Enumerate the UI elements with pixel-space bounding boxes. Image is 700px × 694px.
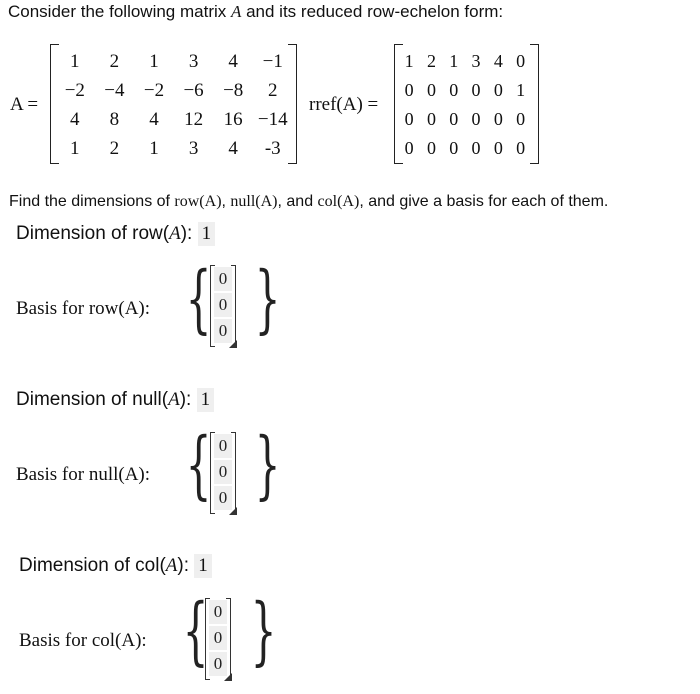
matrix-cell: 0	[516, 51, 526, 71]
row-dimension-label: Dimension of row(A): 1	[16, 222, 215, 246]
right-brace: }	[254, 256, 281, 342]
resize-handle-icon[interactable]	[229, 507, 237, 515]
null-dimension-label: Dimension of null(A): 1	[16, 388, 214, 412]
matrix-cell: 0	[471, 80, 481, 100]
matrix-a-label: A =	[10, 94, 39, 115]
right-brace: }	[250, 588, 277, 674]
matrix-cell: −2	[143, 79, 165, 101]
matrix-cell: 1	[70, 50, 80, 72]
left-brace: {	[185, 256, 212, 342]
matrix-cell: 0	[449, 138, 459, 158]
null-dimension-input[interactable]: 1	[197, 388, 215, 412]
col-basis-entry[interactable]: 0	[209, 652, 227, 676]
matrix-cell: 0	[493, 138, 503, 158]
row-basis-entry[interactable]: 0	[214, 267, 232, 291]
matrix-cell: 16	[223, 108, 243, 130]
matrix-cell: 1	[149, 137, 159, 159]
resize-handle-icon[interactable]	[229, 340, 237, 348]
matrix-cell: 4	[228, 137, 238, 159]
col-dimension-label: Dimension of col(A): 1	[19, 554, 212, 578]
matrix-cell: 0	[471, 109, 481, 129]
row-basis-label: Basis for row(A):	[16, 298, 151, 319]
left-brace: {	[185, 422, 212, 508]
col-dimension-input[interactable]: 1	[194, 554, 212, 578]
matrix-cell: 0	[493, 109, 503, 129]
left-brace: {	[182, 588, 209, 674]
rref-label: rref(A) =	[309, 94, 379, 115]
matrix-cell: −6	[183, 79, 204, 101]
matrix-cell: 0	[516, 109, 526, 129]
matrix-cell: 3	[471, 51, 481, 71]
question-text: Find the dimensions of row(A), null(A), and col(A), and give a basis for each of them.	[9, 193, 609, 210]
null-basis-entry[interactable]: 0	[214, 434, 232, 458]
matrix-cell: 4	[149, 108, 159, 130]
row-basis-vector	[210, 265, 236, 347]
matrix-cell: 2	[109, 50, 120, 72]
matrix-cell: −1	[262, 50, 283, 72]
rref-row	[398, 47, 532, 76]
matrix-cell: −14	[257, 108, 288, 130]
matrix-cell: 0	[516, 138, 526, 158]
rref-row	[398, 105, 532, 134]
rref-matrix	[398, 47, 532, 163]
matrix-a-row	[55, 47, 293, 76]
matrix-cell: 0	[449, 109, 459, 129]
matrix-cell: 0	[426, 80, 436, 100]
matrix-cell: 8	[109, 108, 120, 130]
matrix-cell: -3	[264, 137, 281, 159]
rref-row	[398, 76, 532, 105]
matrix-cell: −2	[64, 79, 85, 101]
matrix-cell: 2	[109, 137, 120, 159]
matrix-cell: 2	[426, 51, 436, 71]
matrix-cell: −4	[104, 79, 125, 101]
matrix-cell: 0	[493, 80, 503, 100]
null-basis-vector	[210, 432, 236, 514]
matrix-cell: 1	[516, 80, 526, 100]
matrix-cell: 4	[493, 51, 503, 71]
matrix-cell: 0	[404, 138, 414, 158]
row-basis-entry[interactable]: 0	[214, 319, 232, 343]
matrix-cell: 3	[188, 137, 199, 159]
null-basis-entry[interactable]: 0	[214, 460, 232, 484]
matrix-cell: 1	[149, 50, 159, 72]
col-basis-label: Basis for col(A):	[19, 630, 147, 651]
right-brace: }	[254, 422, 281, 508]
col-basis-entry[interactable]: 0	[209, 600, 227, 624]
col-basis-entry[interactable]: 0	[209, 626, 227, 650]
resize-handle-icon[interactable]	[224, 673, 232, 681]
matrix-cell: 4	[228, 50, 238, 72]
null-basis-label: Basis for null(A):	[16, 464, 151, 485]
matrix-a	[55, 47, 293, 163]
matrix-cell: 0	[404, 80, 414, 100]
matrix-cell: 1	[404, 51, 414, 71]
matrix-cell: 0	[449, 80, 459, 100]
matrix-cell: 0	[471, 138, 481, 158]
matrix-cell: 3	[188, 50, 199, 72]
matrix-a-row	[55, 105, 293, 134]
matrix-cell: −8	[223, 79, 244, 101]
matrix-cell: 1	[70, 137, 80, 159]
matrix-cell: 0	[426, 109, 436, 129]
intro-text: Consider the following matrix A and its reduced row-echelon form:	[8, 2, 504, 21]
matrix-cell: 4	[70, 108, 80, 130]
col-basis-vector	[205, 598, 231, 680]
matrix-cell: 1	[449, 51, 459, 71]
matrix-a-row	[55, 134, 293, 163]
matrix-cell: 0	[426, 138, 436, 158]
matrix-cell: 2	[268, 79, 278, 101]
matrix-cell: 12	[184, 108, 204, 130]
row-dimension-input[interactable]: 1	[198, 222, 216, 246]
matrix-cell: 0	[404, 109, 414, 129]
matrix-a-row	[55, 76, 293, 105]
rref-row	[398, 134, 532, 163]
null-basis-entry[interactable]: 0	[214, 486, 232, 510]
row-basis-entry[interactable]: 0	[214, 293, 232, 317]
